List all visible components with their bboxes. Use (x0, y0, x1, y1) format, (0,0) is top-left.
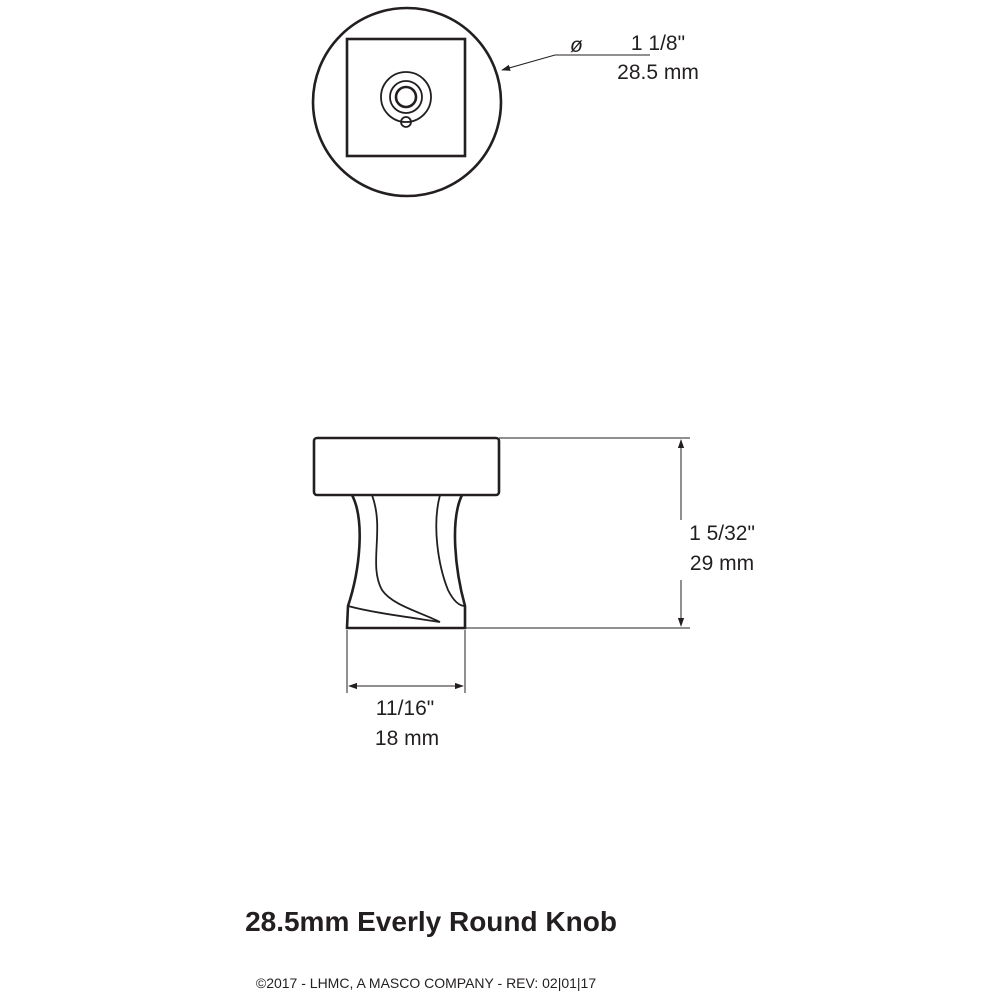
knob-stem-facet (372, 495, 440, 622)
diameter-mm-label: 28.5 mm (617, 61, 699, 84)
side-view (314, 438, 772, 750)
mounting-hole-icon (381, 72, 431, 127)
product-title: 28.5mm Everly Round Knob (245, 906, 617, 937)
copyright-footer: ©2017 - LHMC, A MASCO COMPANY - REV: 02|01|17 (255, 975, 597, 991)
height-inches-label: 1 5/32" (689, 522, 755, 545)
width-inches-label: 11/16" (375, 697, 435, 720)
knob-base-line (348, 606, 440, 622)
knob-top-outline (313, 8, 501, 196)
knob-top-square-face (347, 39, 465, 156)
width-mm-label: 18 mm (374, 727, 440, 750)
diameter-symbol: ø (570, 34, 583, 57)
knob-head (314, 438, 499, 495)
height-mm-label: 29 mm (689, 552, 755, 575)
diameter-inches-label: 1 1/8" (630, 32, 686, 55)
top-view (313, 8, 699, 196)
